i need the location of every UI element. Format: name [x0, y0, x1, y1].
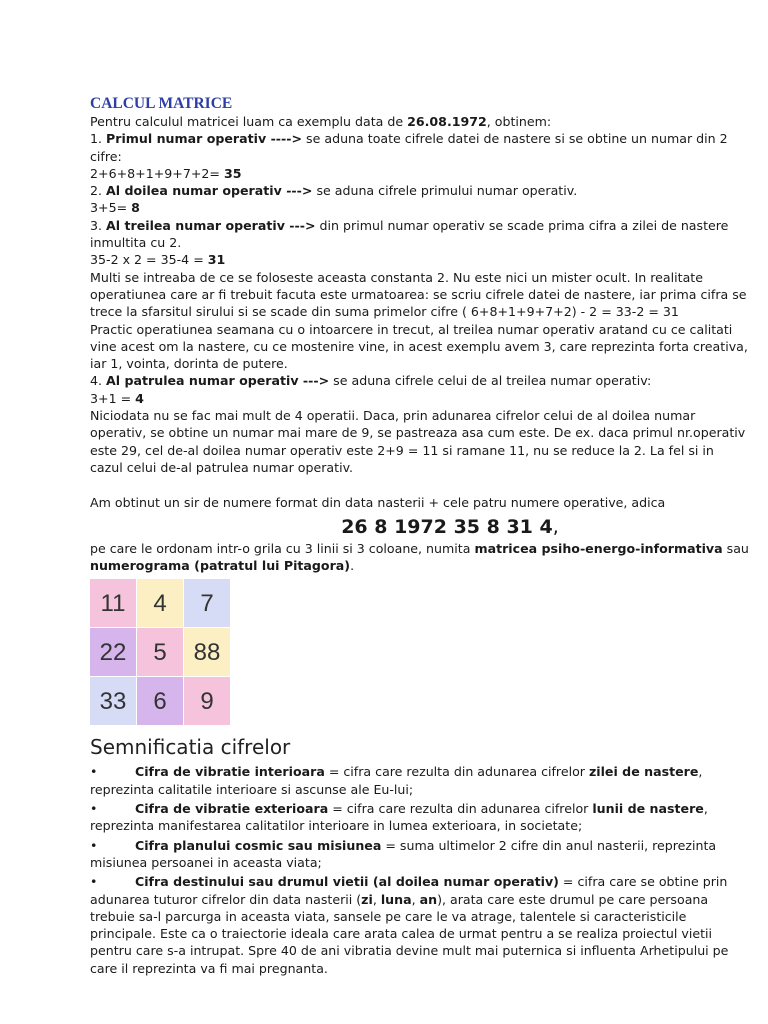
grid-cell: 22 [90, 628, 136, 676]
bullet-text: = cifra care rezulta din adunarea cifrelor [324, 764, 589, 780]
bullet-bold: lunii de nastere [592, 801, 704, 817]
bullet-label: Cifra de vibratie interioara [135, 764, 325, 780]
step2-result: 8 [131, 200, 140, 216]
bullet-text: , reprezinta calitatile interioare si ascunse ale Eu-lui; [90, 764, 703, 797]
grid-cell: 33 [90, 677, 136, 725]
bullet-bold: an [419, 891, 438, 907]
sequence-value: 26 8 1972 35 8 31 4 [341, 515, 553, 538]
step1-text: se aduna toate cifrele datei de nastere si se obtine un numar din 2 cifre: [90, 131, 728, 164]
step4-calc-expr: 3+1 = [90, 390, 136, 406]
grid-cell: 4 [137, 579, 183, 627]
step2-calc-expr: 3+5= [90, 200, 132, 216]
step4-result: 4 [135, 390, 144, 406]
step4-paragraph [90, 372, 750, 389]
example-date: 26.08.1972 [407, 114, 487, 129]
step3-result: 31 [207, 252, 226, 268]
bullet-label: Cifra de vibratie exterioara [135, 801, 329, 817]
bullet-destiny [90, 873, 750, 977]
constant-explanation: Multi se intreaba de ce se foloseste aceasta constanta 2. Nu este nici un mister ocult. In realitate operatiunea care ar fi trebuit facuta este urmatoarea: se scriu cifrele datei de nastere, iar prima cifra se trece la sfarsitul sirului si se scade din suma primelor cifre ( 6+8+1+9+7+2) - 2 = 33-2 = 31 [90, 269, 747, 320]
bullet-bold: zilei de nastere [588, 764, 699, 780]
step1-paragraph [90, 130, 750, 165]
bullet-inner-vibration [90, 763, 750, 798]
matrix-name: matricea psiho-energo-informativa [474, 540, 723, 556]
sequence-comma: , [552, 515, 559, 538]
grid-intro-text: pe care le ordonam intr-o grila cu 3 linii si 3 coloane, numita [90, 540, 475, 556]
grid-intro [90, 540, 750, 575]
step1-label: Primul numar operativ ----> [106, 131, 303, 147]
operations-rule: Niciodata nu se fac mai mult de 4 operatii. Daca, prin adunarea cifrelor celui de al doilea numar operativ, se obtine un numar mai mare de 9, se pastreaza asa cum este. De ex. daca primul nr.operativ este 29, cel de-al doilea numar operativ este 2+9 = 11 si ramane 11, nu se reduce la 2. La fel si in cazul celui de-al patrulea numar operativ. [90, 408, 746, 475]
numerogram-name: numerograma (patratul lui Pitagora) [90, 558, 351, 574]
grid-cell: 88 [184, 628, 230, 676]
pythagoras-grid [90, 579, 230, 725]
bullet-text: = suma ultimelor 2 cifre din anul nasterii, reprezinta misiunea persoanei in aceasta viata; [90, 837, 717, 870]
bullet-bold: zi [361, 891, 373, 907]
section-title: Semnificatia cifrelor [90, 735, 291, 760]
intro-paragraph [90, 113, 750, 130]
step2-number: 2. [90, 183, 107, 199]
step1-result: 35 [223, 165, 242, 181]
bullet-bold: luna [380, 891, 412, 907]
step3-calc-expr: 35-2 x 2 = 35-4 = [90, 252, 208, 268]
step3-paragraph [90, 217, 750, 252]
bullet-label: Cifra destinului sau drumul vietii (al doilea numar operativ) [135, 874, 559, 890]
grid-cell: 11 [90, 579, 136, 627]
step3-label: Al treilea numar operativ ---> [106, 217, 316, 233]
number-sequence [90, 514, 750, 540]
bullet-text: = cifra care se obtine prin adunarea tuturor cifrelor din data nasterii ( [90, 874, 728, 907]
intro-text: Pentru calculul matricei luam ca exemplu data de [90, 114, 408, 129]
operation-explanation: Practic operatiunea seamana cu o intoarcere in trecut, al treilea numar operativ aratand cu ce calitati vine acest om la nastere, cu ce mostenire vine, in acest exemplu avem 3, care reprezinta forta creativa, iar 1, vointa, dorinta de putere. [90, 321, 748, 372]
bullet-label: Cifra planului cosmic sau misiunea [135, 837, 382, 853]
bullet-cosmic-plan [90, 837, 750, 872]
step1-number: 1. [90, 131, 107, 147]
step2-calc [90, 199, 750, 216]
grid-intro-or: sau [722, 540, 749, 556]
grid-cell: 7 [184, 579, 230, 627]
step4-text: se aduna cifrele celui de al treilea numar operativ: [329, 373, 652, 389]
step4-label: Al patrulea numar operativ ---> [106, 373, 330, 389]
sequence-intro: Am obtinut un sir de numere format din data nasterii + cele patru numere operative, adica [90, 494, 666, 510]
bullet-outer-vibration [90, 800, 750, 835]
step3-number: 3. [90, 217, 107, 233]
step1-calc [90, 165, 750, 182]
step2-paragraph [90, 182, 750, 199]
bullet-text: , [411, 891, 420, 907]
bullet-text: = cifra care rezulta din adunarea cifrelor [328, 801, 593, 817]
page-title: CALCUL MATRICE [90, 95, 233, 112]
step4-number: 4. [90, 373, 107, 389]
document-body [90, 95, 750, 977]
bullet-text: , reprezinta manifestarea calitatilor interioare in lumea exterioara, in societate; [90, 801, 708, 834]
intro-text-end: , obtinem: [486, 114, 552, 129]
step4-calc [90, 390, 750, 407]
step2-label: Al doilea numar operativ ---> [106, 183, 313, 199]
step2-text: se aduna cifrele primului numar operativ. [312, 183, 578, 199]
grid-cell: 9 [184, 677, 230, 725]
bullet-marker: • [90, 801, 98, 817]
bullet-text: ), arata care este drumul pe care persoana trebuie sa-l parcurga in aceasta viata, sansele pe care le va atrage, talentele si caracteristicile principale. Este ca o traiectorie ideala care arata calea de urmat pentru a se realiza proiectul vietii pentru care s-a intrupat. Spre 40 de ani vibratia devine mult mai puternica si influenta Arhetipului pe care il reprezinta va fi mai pregnanta. [90, 891, 729, 976]
step1-calc-expr: 2+6+8+1+9+7+2= [90, 165, 224, 181]
bullet-marker: • [90, 764, 98, 780]
grid-intro-end: . [350, 558, 355, 574]
step3-calc [90, 251, 750, 268]
grid-cell: 6 [137, 677, 183, 725]
bullet-marker: • [90, 837, 98, 853]
bullet-text: , [372, 891, 381, 907]
step3-text: din primul numar operativ se scade prima cifra a zilei de nastere inmultita cu 2. [90, 217, 729, 251]
bullet-marker: • [90, 874, 98, 890]
grid-cell: 5 [137, 628, 183, 676]
